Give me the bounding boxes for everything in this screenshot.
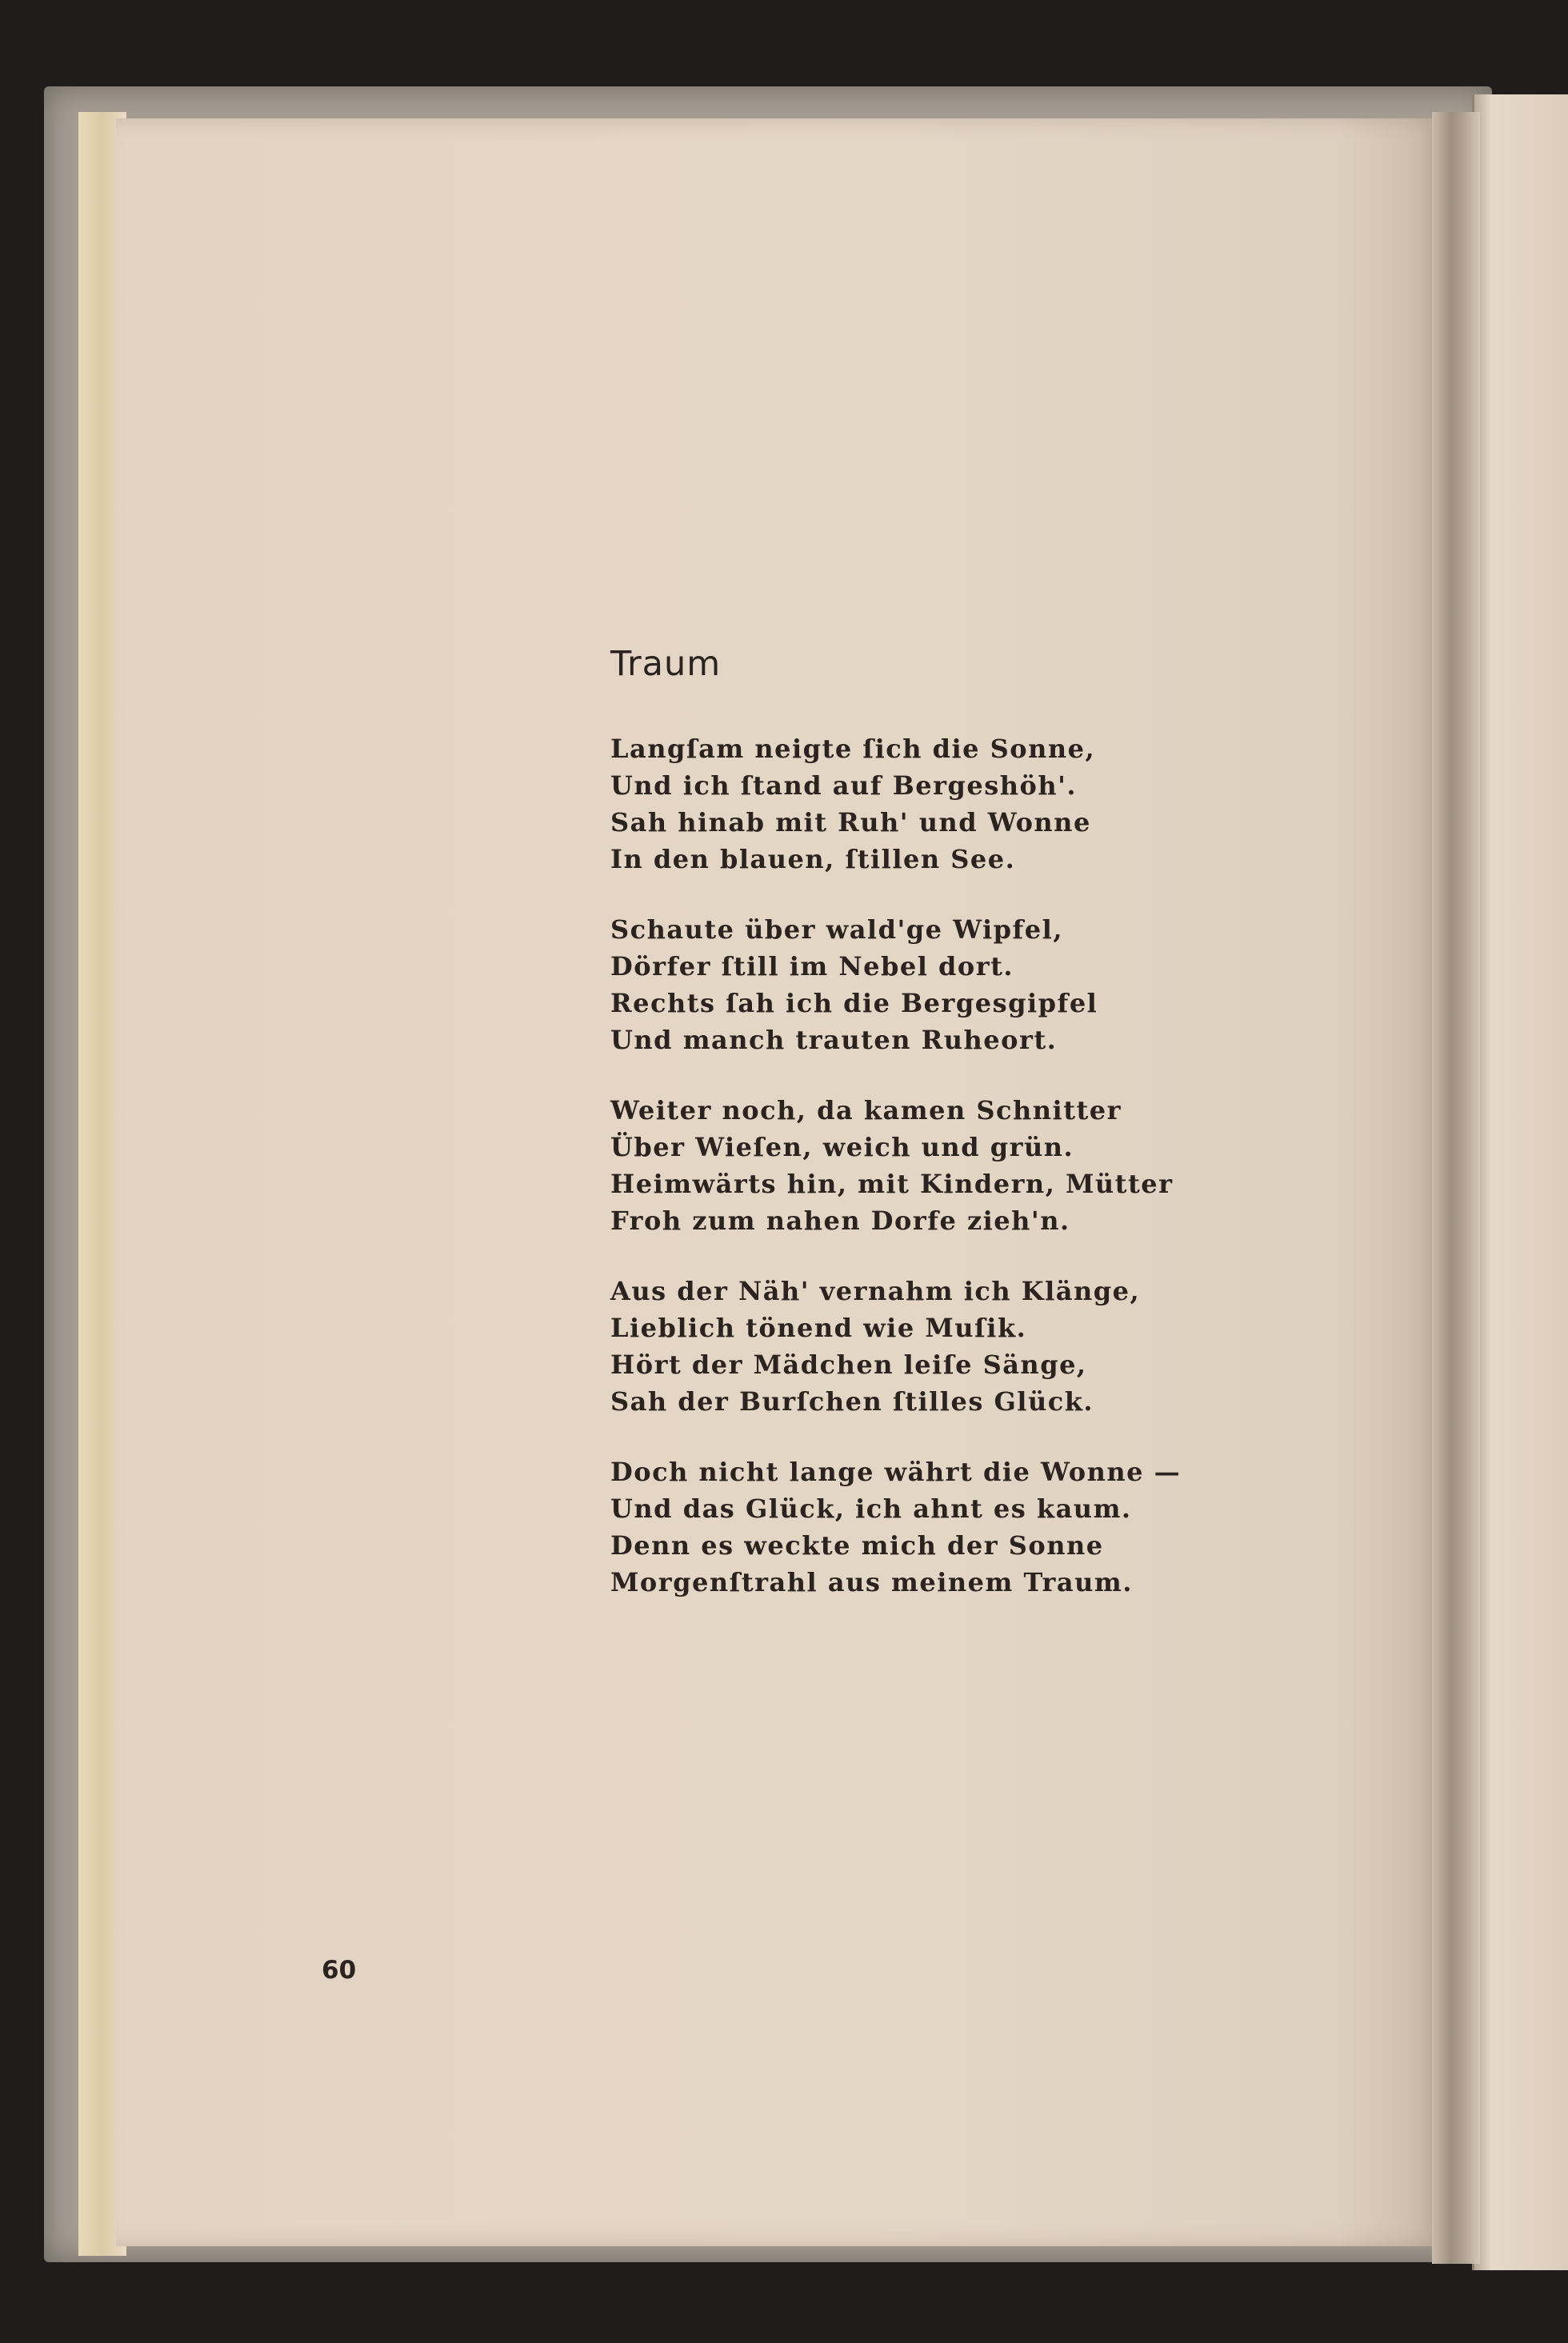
poem-line: Rechts ſah ich die Bergesgipfel bbox=[610, 988, 1098, 1018]
poem-line: Doch nicht lange währt die Wonne — bbox=[610, 1457, 1182, 1487]
stanza-2 bbox=[610, 911, 1250, 1058]
facing-page-edge bbox=[1472, 94, 1568, 2270]
poem-line: Sah hinab mit Ruh' und Wonne bbox=[610, 807, 1091, 838]
poem-line: Über Wieſen, weich und grün. bbox=[610, 1132, 1074, 1162]
poem-line: Schaute über wald'ge Wipfel, bbox=[610, 914, 1063, 945]
stanza-4 bbox=[610, 1273, 1250, 1420]
poem-line: Langſam neigte ſich die Sonne, bbox=[610, 734, 1096, 764]
book-gutter bbox=[1432, 112, 1480, 2264]
poem-line: Und ich ſtand auf Bergeshöh'. bbox=[610, 770, 1078, 801]
poem-line: Aus der Näh' vernahm ich Klänge, bbox=[610, 1276, 1141, 1306]
stanza-3 bbox=[610, 1092, 1250, 1239]
page-number: 60 bbox=[322, 1956, 357, 1985]
poem-line: In den blauen, ſtillen See. bbox=[610, 844, 1016, 874]
poem-line: Morgenſtrahl aus meinem Traum. bbox=[610, 1567, 1133, 1597]
poem-line: Und das Glück, ich ahnt es kaum. bbox=[610, 1493, 1132, 1524]
poem-line: Froh zum nahen Dorfe zieh'n. bbox=[610, 1205, 1070, 1236]
poem-line: Denn es weckte mich der Sonne bbox=[610, 1530, 1104, 1561]
poem-line: Und manch trauten Ruheort. bbox=[610, 1025, 1058, 1055]
poem-line: Dörfer ſtill im Nebel dort. bbox=[610, 951, 1014, 982]
poem bbox=[610, 644, 1250, 1634]
poem-line: Weiter noch, da kamen Schnitter bbox=[610, 1095, 1122, 1126]
stanza-5 bbox=[610, 1453, 1250, 1601]
poem-line: Hört der Mädchen leiſe Sänge, bbox=[610, 1349, 1087, 1380]
stanza-1 bbox=[610, 730, 1250, 878]
poem-line: Heimwärts hin, mit Kindern, Mütter bbox=[610, 1169, 1174, 1199]
poem-line: Sah der Burſchen ſtilles Glück. bbox=[610, 1386, 1094, 1417]
poem-line: Lieblich tönend wie Muſik. bbox=[610, 1313, 1027, 1343]
poem-title: Traum bbox=[610, 644, 722, 684]
